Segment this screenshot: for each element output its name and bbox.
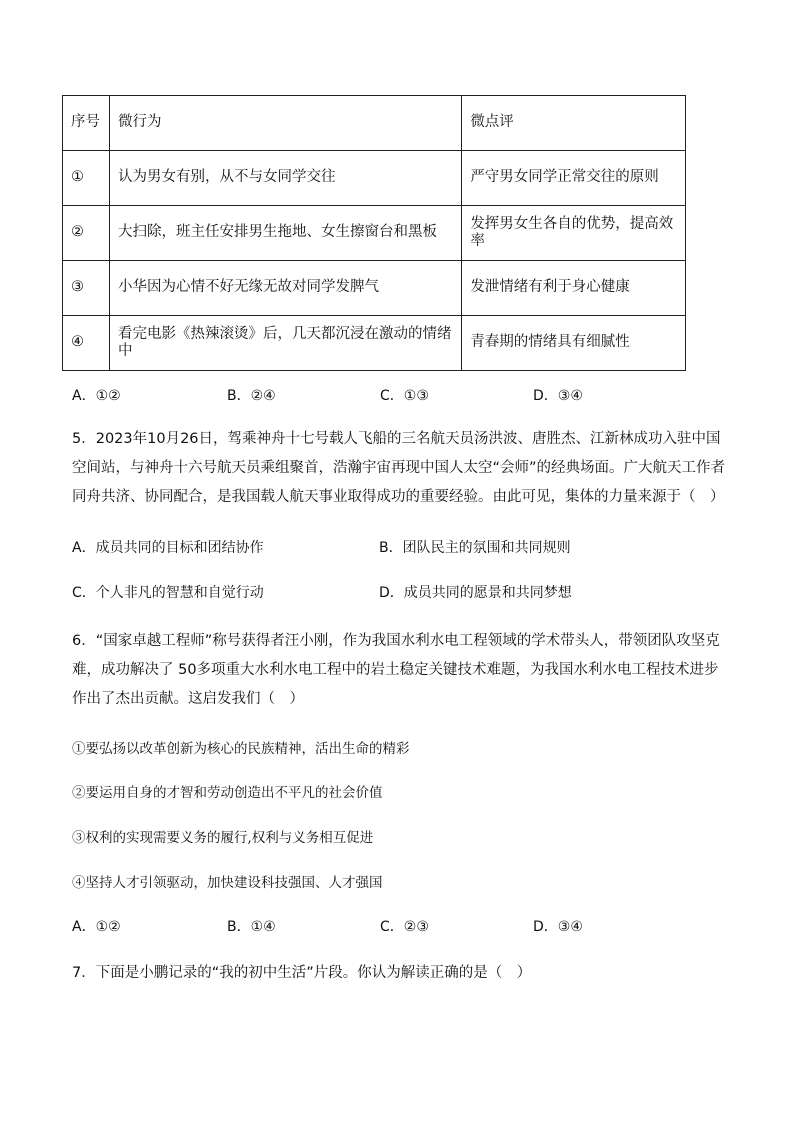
row-behavior: 小华因为心情不好无缘无故对同学发脾气 xyxy=(109,261,461,316)
row-comment: 严守男女同学正常交往的原则 xyxy=(462,151,686,206)
header-comment: 微点评 xyxy=(462,96,686,151)
option-c[interactable]: C．①③ xyxy=(380,388,429,404)
statement-2: ②要运用自身的才智和劳动创造出不平凡的社会价值 xyxy=(72,785,383,801)
option-d[interactable]: D．③④ xyxy=(533,388,583,404)
row-behavior: 看完电影《热辣滚烫》后，几天都沉浸在激动的情绪中 xyxy=(109,316,461,371)
row-behavior: 大扫除，班主任安排男生拖地、女生擦窗台和黑板 xyxy=(109,206,461,261)
row-comment: 发泄情绪有利于身心健康 xyxy=(462,261,686,316)
row-index: ④ xyxy=(63,316,110,371)
question-6-stem: 6．“国家卓越工程师”称号获得者汪小刚，作为我国水利水电工程领域的学术带头人，带领团队攻坚克难，成功解决了 50多项重大水利水电工程中的岩土稳定关键技术难题，为我国水利水电工程技术进步作出了杰出贡献。这启发我们（ ） xyxy=(72,633,720,707)
option-a[interactable]: A．①② xyxy=(72,388,121,404)
option-b[interactable]: B．②④ xyxy=(227,388,276,404)
statement-3: ③权利的实现需要义务的履行,权利与义务相互促进 xyxy=(72,830,374,846)
table-header-row xyxy=(63,96,686,151)
row-index: ② xyxy=(63,206,110,261)
row-index: ① xyxy=(63,151,110,206)
option-b[interactable]: B．①④ xyxy=(227,919,276,935)
question-7-stem: 7．下面是小鹏记录的“我的初中生活”片段。你认为解读正确的是（ ） xyxy=(72,965,532,981)
statement-1: ①要弘扬以改革创新为核心的民族精神，活出生命的精彩 xyxy=(72,741,410,757)
row-behavior: 认为男女有别，从不与女同学交往 xyxy=(109,151,461,206)
row-comment: 青春期的情绪具有细腻性 xyxy=(462,316,686,371)
option-a[interactable]: A．成员共同的目标和团结协作 xyxy=(72,540,264,556)
table-row xyxy=(63,316,686,371)
row-index: ③ xyxy=(63,261,110,316)
question-4-table xyxy=(62,95,686,371)
option-d[interactable]: D．③④ xyxy=(533,919,583,935)
option-d[interactable]: D．成员共同的愿景和共同梦想 xyxy=(379,585,572,601)
table-row xyxy=(63,206,686,261)
statement-4: ④坚持人才引领驱动，加快建设科技强国、人才强国 xyxy=(72,875,383,891)
option-b[interactable]: B．团队民主的氛围和共同规则 xyxy=(379,540,571,556)
option-a[interactable]: A．①② xyxy=(72,919,121,935)
header-index: 序号 xyxy=(63,96,110,151)
header-behavior: 微行为 xyxy=(109,96,461,151)
table-row xyxy=(63,151,686,206)
table-row xyxy=(63,261,686,316)
option-c[interactable]: C．②③ xyxy=(380,919,429,935)
option-c[interactable]: C．个人非凡的智慧和自觉行动 xyxy=(72,585,264,601)
row-comment: 发挥男女生各自的优势，提高效率 xyxy=(462,206,686,261)
question-5-stem: 5．2023年10月26日，驾乘神舟十七号载人飞船的三名航天员汤洪波、唐胜杰、江新林成功入驻中国空间站，与神舟十六号航天员乘组聚首，浩瀚宇宙再现中国人太空“会师”的经典场面。广大航天工作者同舟共济、协同配合，是我国载人航天事业取得成功的重要经验。由此可见，集体的力量来源于（ ） xyxy=(72,431,726,505)
